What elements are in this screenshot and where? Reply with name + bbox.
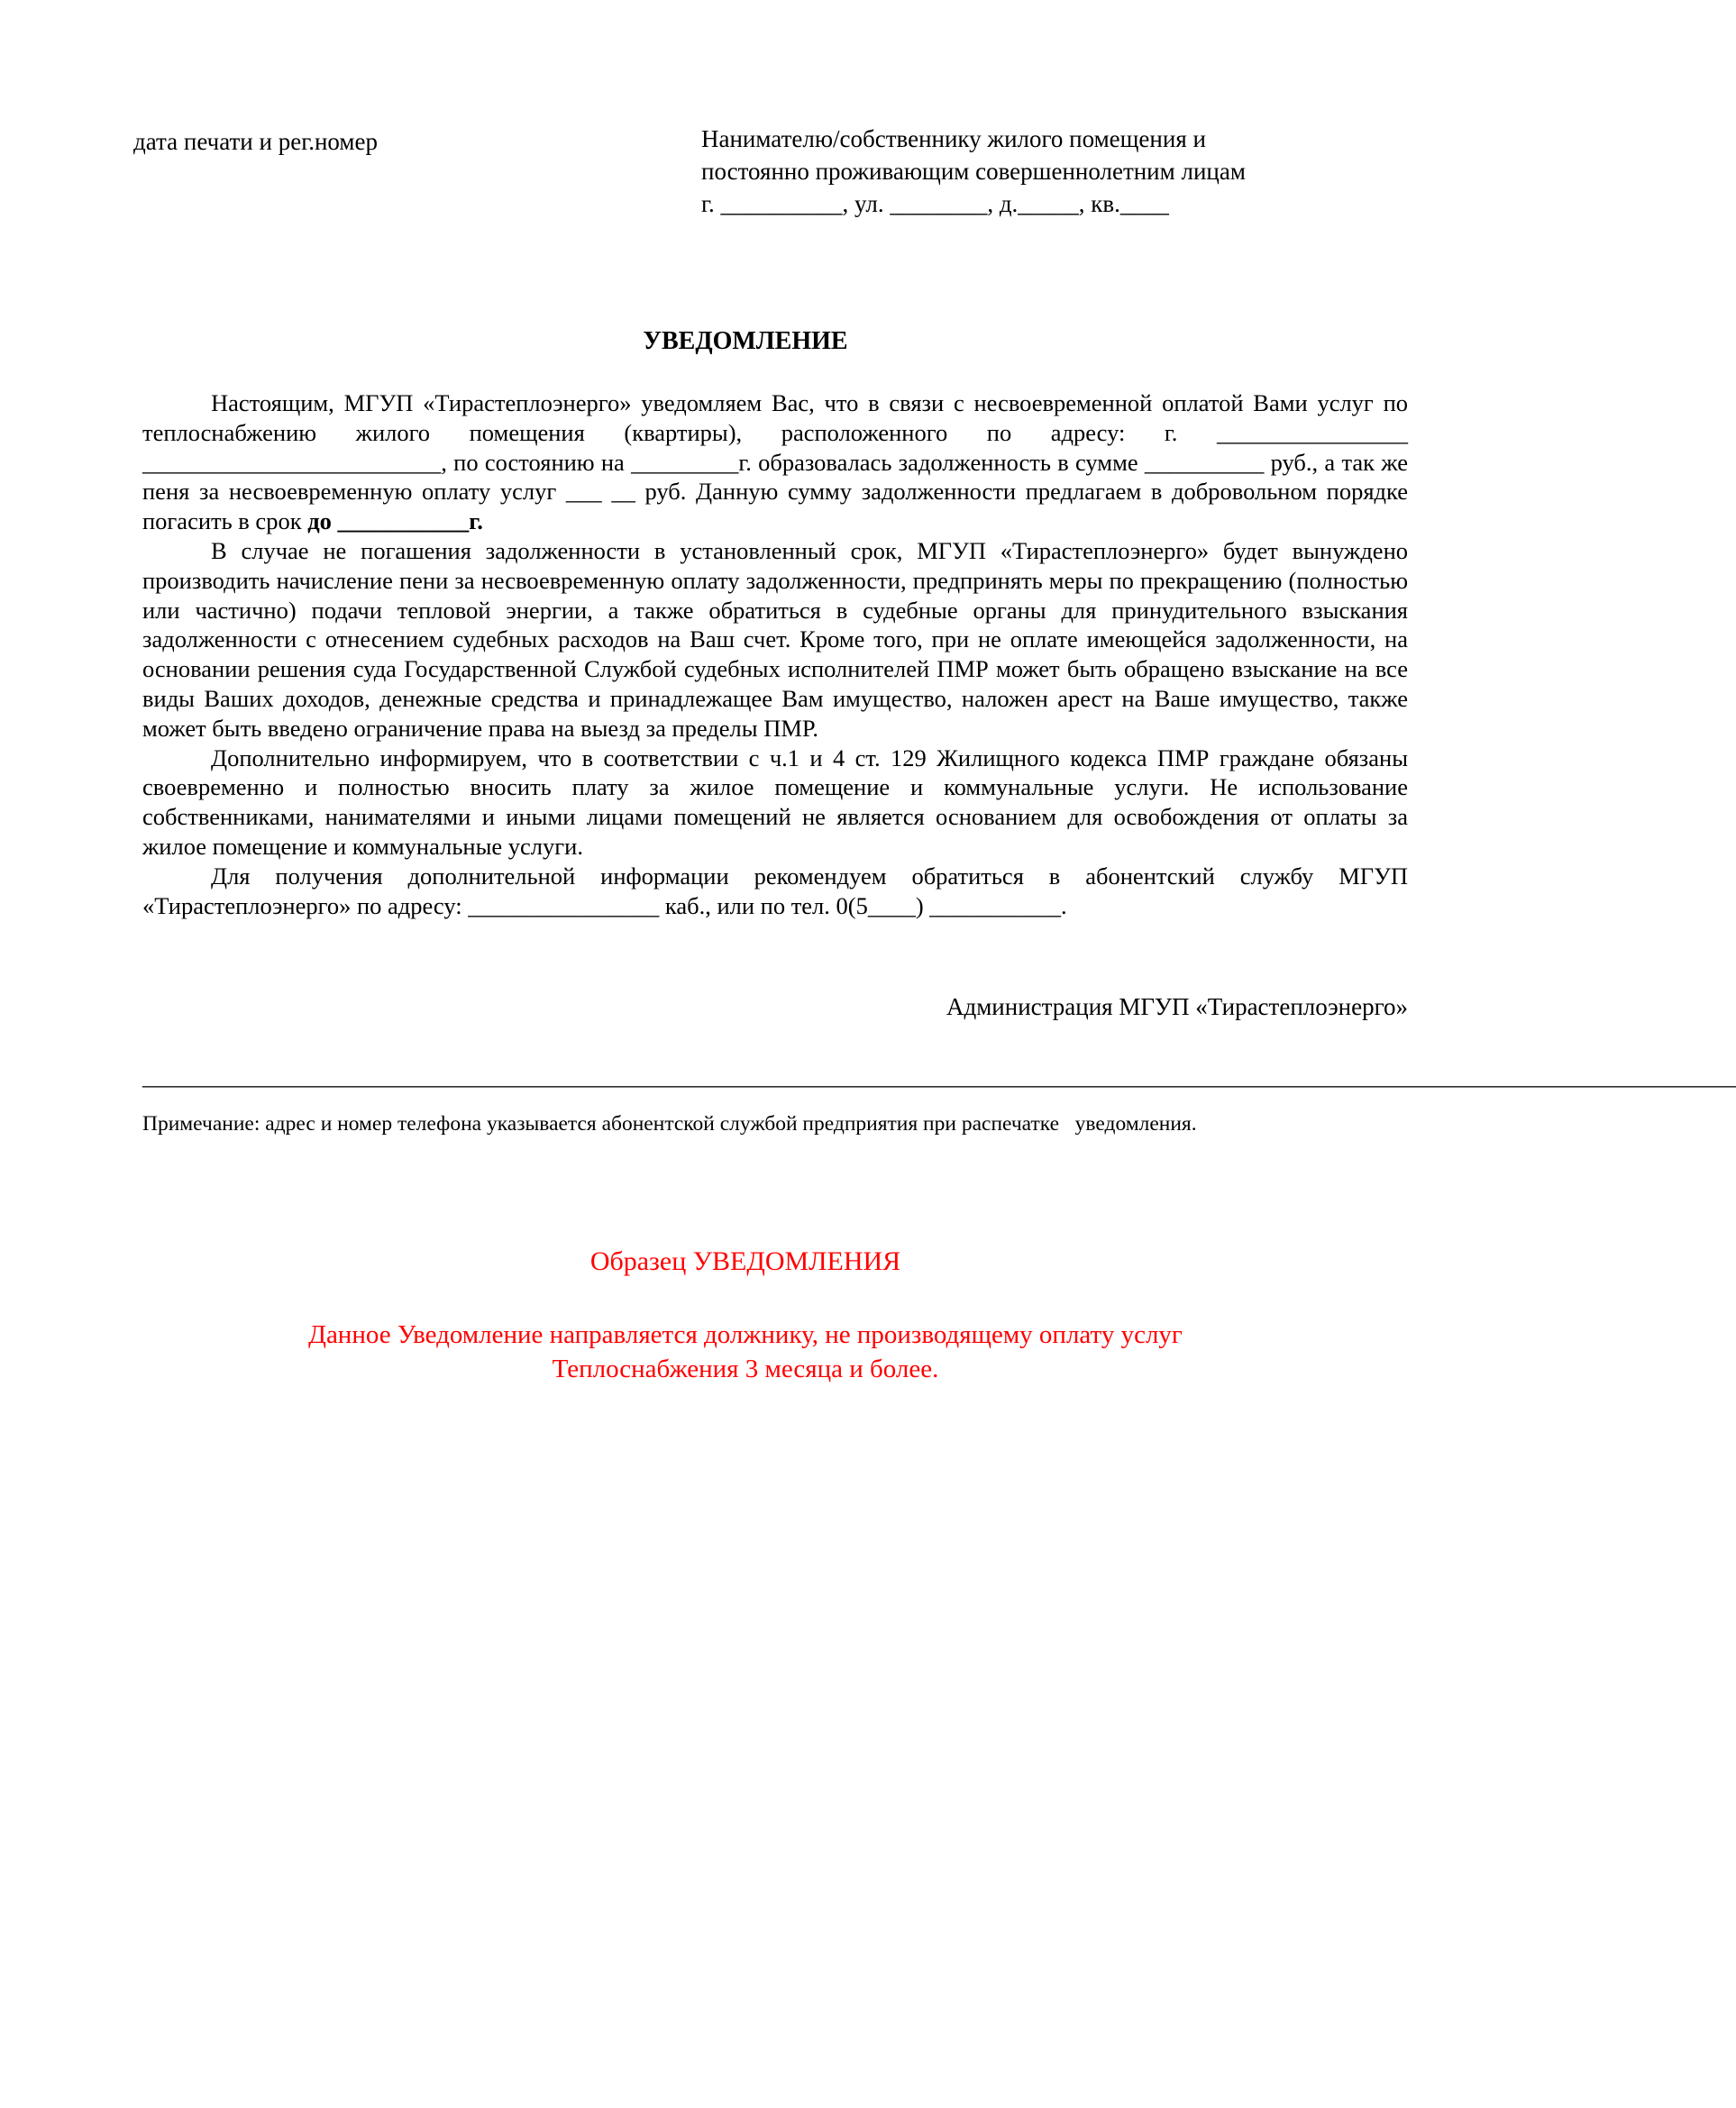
print-date-label: дата печати и рег.номер [133,128,378,155]
sample-description-line: Данное Уведомление направляется должнику, не производящему оплату услуг [308,1320,1183,1349]
sample-title: Образец УВЕДОМЛЕНИЯ [589,1246,901,1276]
footnote: Примечание: адрес и номер телефона указывается абонентской службой предприятия при распечатке уведомления. [142,1112,1197,1136]
sample-description-line: Теплоснабжения 3 месяца и более. [552,1355,939,1383]
divider-line: ________________________________________________________________________________________________________________________________________ [142,1063,1736,1090]
paragraph-legal-basis: Дополнительно информируем, что в соответствии с ч.1 и 4 ст. 129 Жилищного кодекса ПМР граждане обязаны своевременно и полностью вносить плату за жилое помещение и коммунальные услуги. Не использование собственниками, нанимателями и иными лицами помещений не является основанием для освобождения от оплаты за жилое помещение и коммунальные услуги. [142,744,1408,860]
paragraph-consequences: В случае не погашения задолженности в установленный срок, МГУП «Тирастеплоэнерго» будет вынуждено производить начисление пени за несвоевременную оплату задолженности, предпринять меры по прекращению (полностью или частично) подачи тепловой энергии, а также обратиться в судебные органы для принудительного взыскания задолженности с отнесением судебных расходов на Ваш счет. Кроме того, при не оплате имеющейся задолженности, на основании решения суда Государственной Службой судебных исполнителей ПМР может быть обращено взыскание на все виды Ваших доходов, денежные средства и принадлежащее Вам имущество, наложен арест на Ваше имущество, также может быть введено ограничение права на выезд за пределы ПМР. [142,536,1408,742]
addressee-line: Нанимателю/собственнику жилого помещения и [701,125,1206,152]
paragraph-contact: Для получения дополнительной информации рекомендуем обратиться в абонентский службу МГУП «Тирастеплоэнерго» по адресу: ________________ каб., или по тел. 0(5____) ___________. [142,862,1408,919]
addressee-block [701,123,1386,220]
sample-description [0,1318,1491,1386]
deadline-text: до ___________г. [307,507,483,535]
addressee-address-line: г. __________, ул. ________, д._____, кв.____ [701,190,1169,217]
notice-title: УВЕДОМЛЕНИЕ [643,327,848,355]
addressee-line: постоянно проживающим совершеннолетним лицам [701,158,1246,185]
notice-body [142,388,1408,920]
signature: Администрация МГУП «Тирастеплоэнерго» [946,993,1408,1020]
paragraph-debt-text: Настоящим, МГУП «Тирастеплоэнерго» уведомляем Вас, что в связи с несвоевременной оплатой Вами услуг по теплоснабжению жилого помещения (квартиры), расположенного по адресу: г. ________________ _________________________, по состоянию на _________г. образовалась задолженность в сумме __________ руб., а так же пеня за несвоевременную оплату услуг ___ __ руб. Данную сумму задолженности предлагаем в добровольном порядке погасить в срок [142,389,1408,535]
paragraph-debt [142,388,1408,536]
